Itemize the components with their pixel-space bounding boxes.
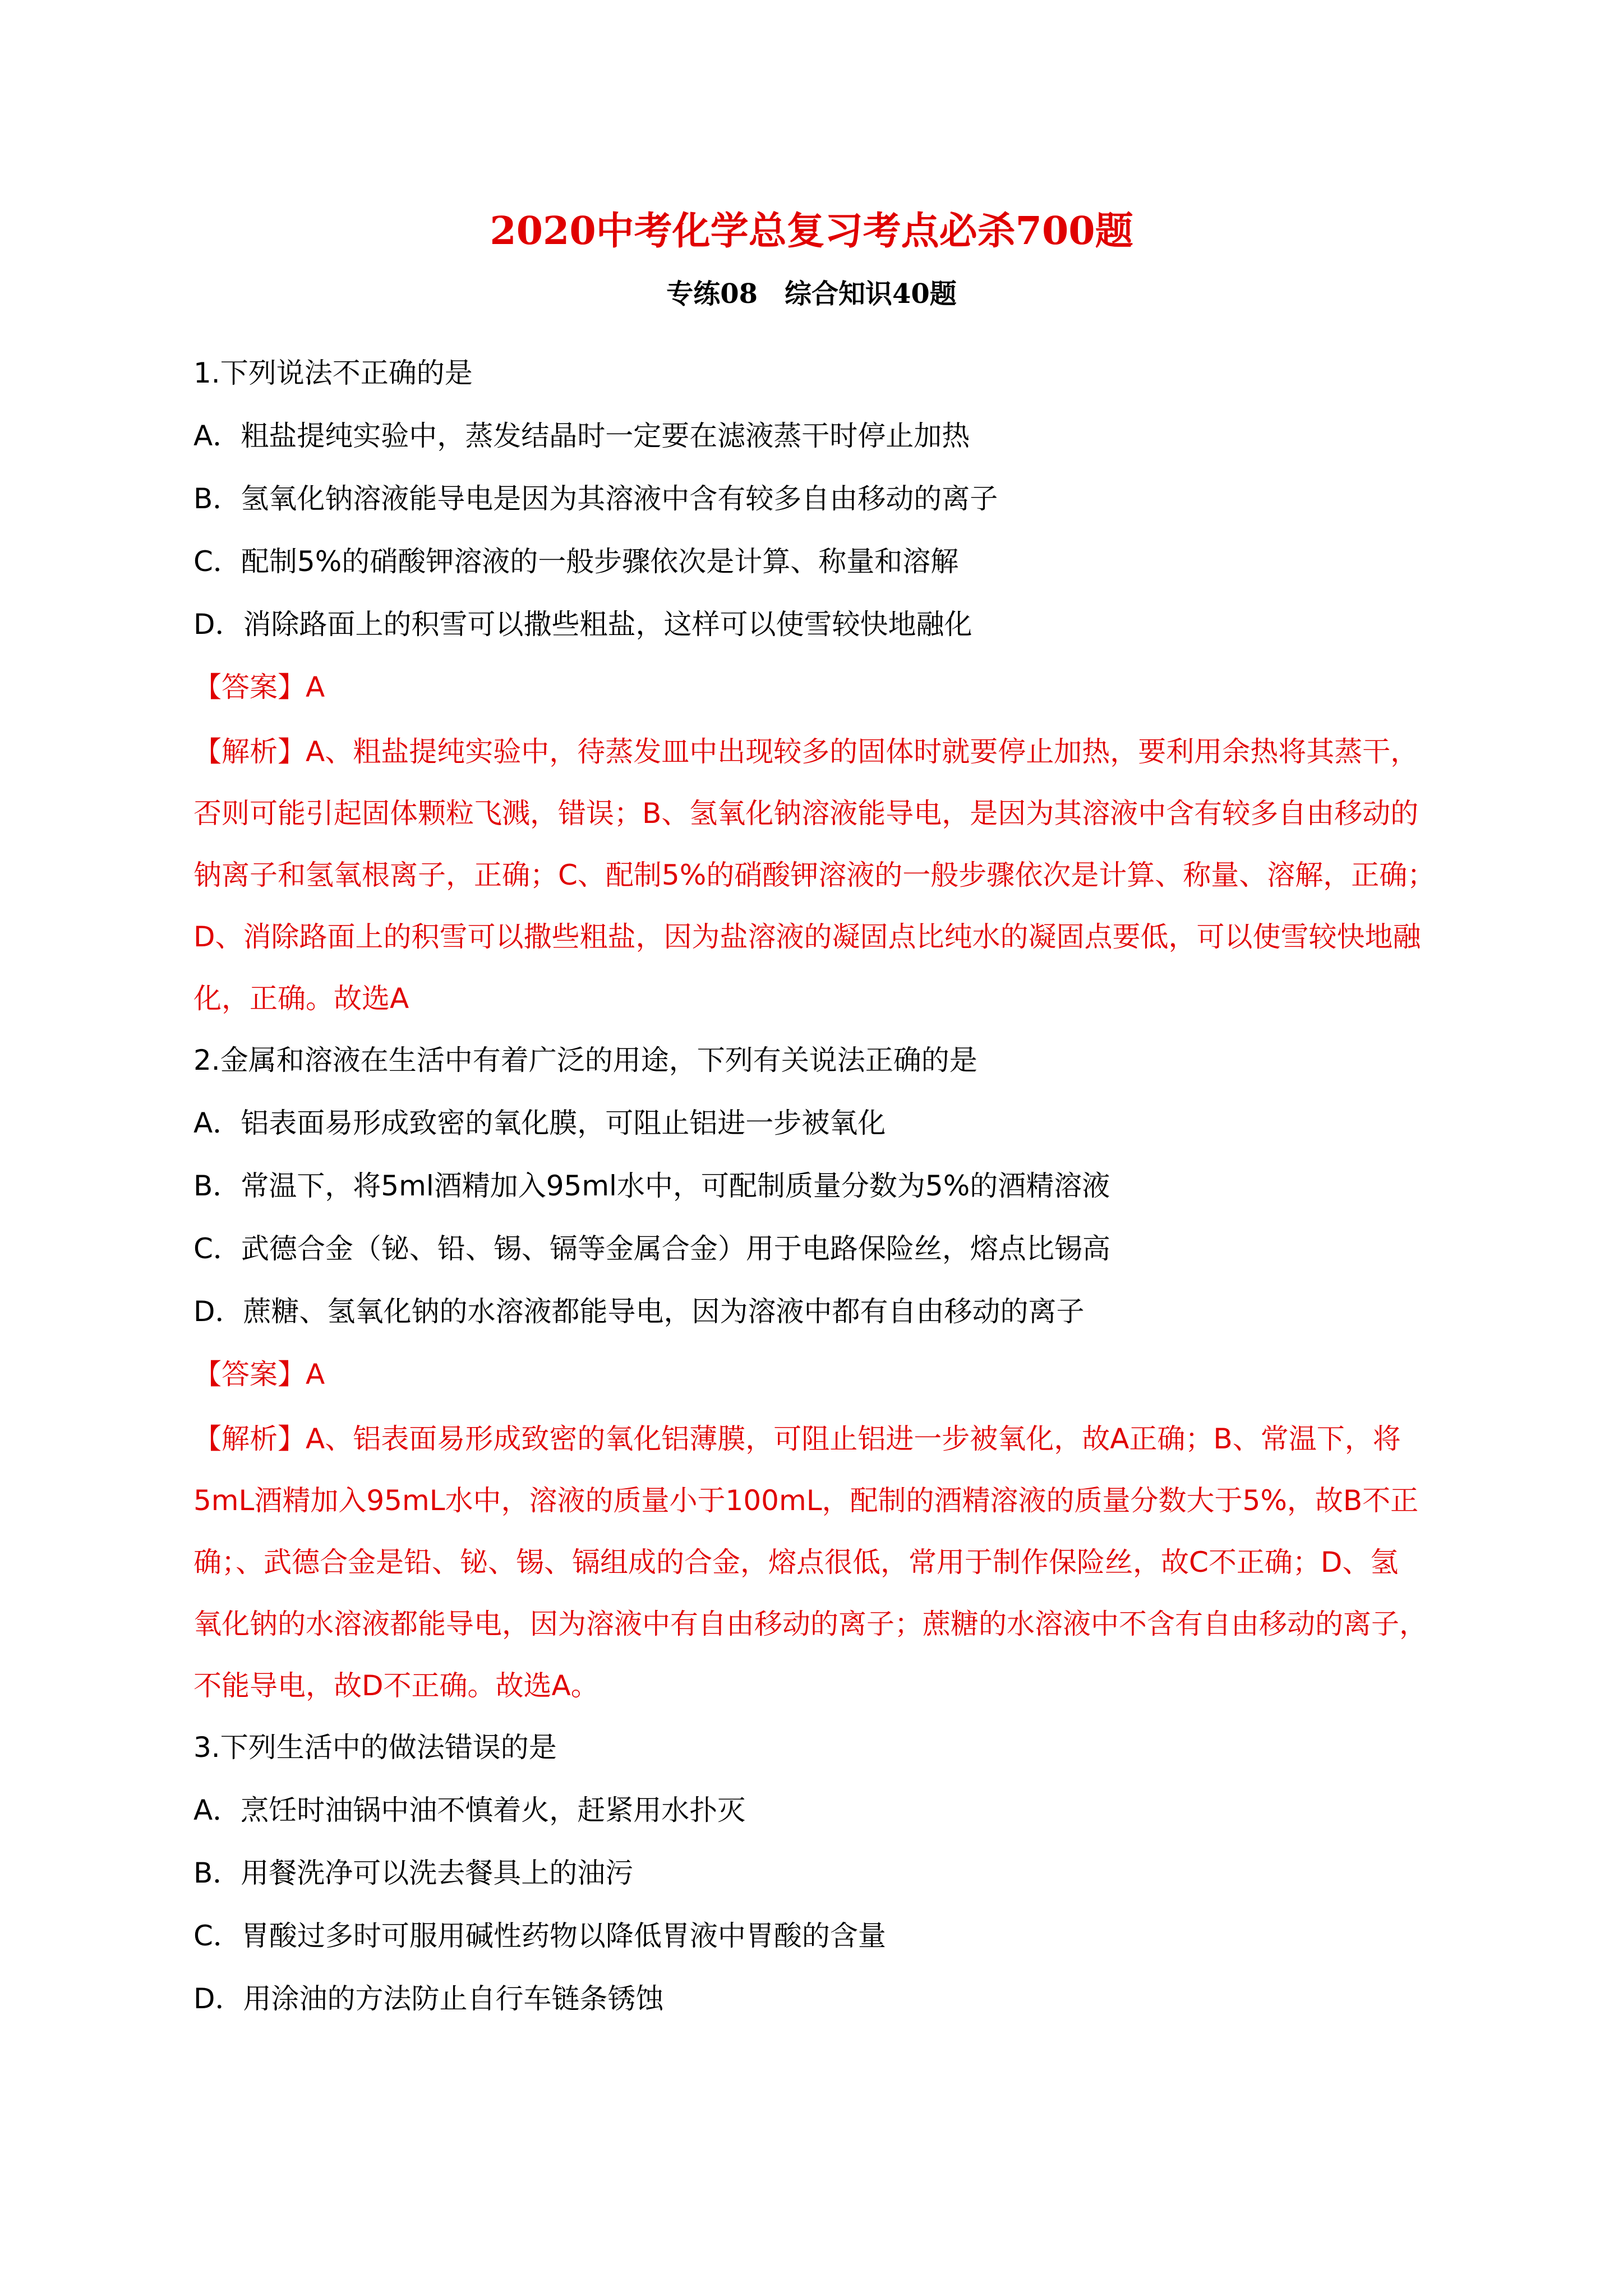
question-1-answer: 【答案】A xyxy=(193,671,325,703)
question-2-option-d: D．蔗糖、氢氧化钠的水溶液都能导电，因为溶液中都有自由移动的离子 xyxy=(193,1295,1085,1328)
question-2-analysis-line-4: 氧化钠的水溶液都能导电，因为溶液中有自由移动的离子；蔗糖的水溶液中不含有自由移动的离子， xyxy=(193,1608,1427,1640)
question-3-stem: 3.下列生活中的做法错误的是 xyxy=(193,1731,557,1764)
question-2-analysis-line-3: 确；、武德合金是铅、铋、锡、镉组成的合金，熔点很低，常用于制作保险丝，故C不正确；D、氢 xyxy=(193,1546,1399,1579)
question-1-option-b: B．氢氧化钠溶液能导电是因为其溶液中含有较多自由移动的离子 xyxy=(193,482,998,515)
question-2-analysis-line-2: 5mL酒精加入95mL水中，溶液的质量小于100mL，配制的酒精溶液的质量分数大于5%，故B不正 xyxy=(193,1484,1419,1517)
question-3-option-c: C．胃酸过多时可服用碱性药物以降低胃液中胃酸的含量 xyxy=(193,1920,886,1952)
question-2-analysis-line-5: 不能导电，故D不正确。故选A。 xyxy=(193,1669,599,1702)
question-1-analysis-line-3: 钠离子和氢氧根离子，正确；C、配制5%的硝酸钾溶液的一般步骤依次是计算、称量、溶解，正确； xyxy=(193,859,1436,891)
document-subtitle: 专练08 综合知识40题 xyxy=(666,278,957,310)
question-2-stem: 2.金属和溶液在生活中有着广泛的用途，下列有关说法正确的是 xyxy=(193,1044,978,1076)
question-3-option-b: B．用餐洗净可以洗去餐具上的油污 xyxy=(193,1857,634,1889)
document-title: 2020中考化学总复习考点必杀700题 xyxy=(490,209,1133,254)
question-1-analysis-line-1: 【解析】A、粗盐提纯实验中，待蒸发皿中出现较多的固体时就要停止加热，要利用余热将其蒸干， xyxy=(193,735,1419,768)
question-1-option-c: C．配制5%的硝酸钾溶液的一般步骤依次是计算、称量和溶解 xyxy=(193,545,959,578)
question-3-option-d: D．用涂油的方法防止自行车链条锈蚀 xyxy=(193,1982,664,2015)
question-2-analysis-line-1: 【解析】A、铝表面易形成致密的氧化铝薄膜，可阻止铝进一步被氧化，故A正确；B、常温下，将 xyxy=(193,1423,1401,1455)
question-3-option-a: A．烹饪时油锅中油不慎着火，赶紧用水扑灭 xyxy=(193,1794,746,1826)
question-1-analysis-line-4: D、消除路面上的积雪可以撒些粗盐，因为盐溶液的凝固点比纯水的凝固点要低，可以使雪较快地融 xyxy=(193,921,1421,953)
question-1-option-a: A．粗盐提纯实验中，蒸发结晶时一定要在滤液蒸干时停止加热 xyxy=(193,420,970,452)
question-1-option-d: D．消除路面上的积雪可以撒些粗盐，这样可以使雪较快地融化 xyxy=(193,608,972,641)
question-2-option-a: A．铝表面易形成致密的氧化膜，可阻止铝进一步被氧化 xyxy=(193,1107,886,1139)
question-2-option-c: C．武德合金（铋、铅、锡、镉等金属合金）用于电路保险丝，熔点比锡高 xyxy=(193,1232,1110,1265)
question-2-answer: 【答案】A xyxy=(193,1358,325,1391)
question-1-analysis-line-5: 化，正确。故选A xyxy=(193,982,409,1015)
question-1-analysis-line-2: 否则可能引起固体颗粒飞溅，错误；B、氢氧化钠溶液能导电，是因为其溶液中含有较多自由移动的 xyxy=(193,797,1419,830)
question-2-option-b: B．常温下，将5ml酒精加入95ml水中，可配制质量分数为5%的酒精溶液 xyxy=(193,1170,1110,1202)
question-1-stem: 1.下列说法不正确的是 xyxy=(193,357,473,389)
